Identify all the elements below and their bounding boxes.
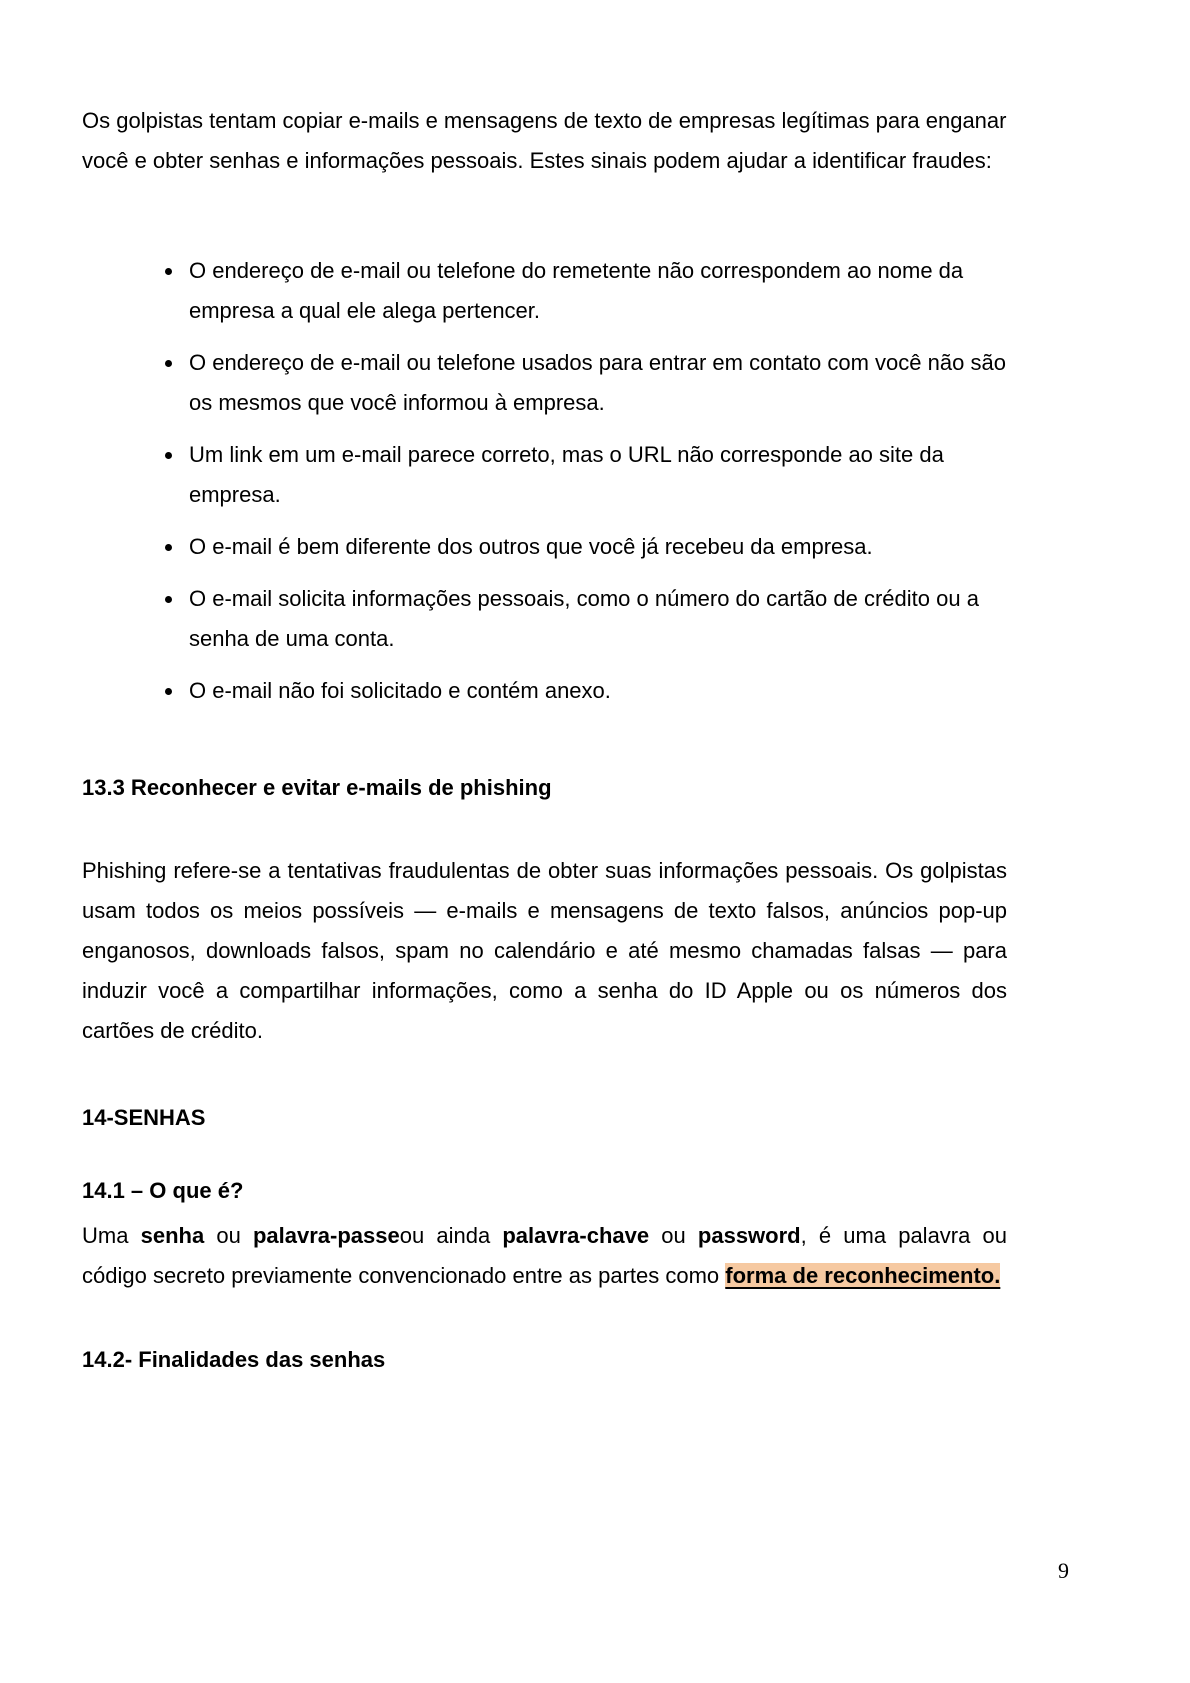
section-heading-14-2: 14.2- Finalidades das senhas <box>82 1347 386 1372</box>
senha-bold-term: password <box>697 1223 801 1248</box>
page-content <box>82 0 1007 1380</box>
senha-bold-term: palavra-chave <box>502 1223 650 1248</box>
senha-text: ou <box>204 1223 253 1248</box>
fraud-signs-list <box>82 251 1007 711</box>
section-heading-13-3: 13.3 Reconhecer e evitar e-mails de phishing <box>82 775 552 800</box>
intro-paragraph: Os golpistas tentam copiar e-mails e mensagens de texto de empresas legítimas para enganar você e obter senhas e informações pessoais. Estes sinais podem ajudar a identificar fraudes: <box>82 108 1007 173</box>
senha-paragraph <box>82 1216 1007 1296</box>
page-number: 9 <box>1058 1558 1069 1583</box>
list-item: • O endereço de e-mail ou telefone usados para entrar em contato com você não são os mesmos que você informou à empresa. <box>185 343 1007 423</box>
section-heading-14: 14-SENHAS <box>82 1105 206 1130</box>
senha-text: ou <box>649 1223 698 1248</box>
senha-text: ou ainda <box>399 1223 503 1248</box>
senha-bold-term: palavra-passe <box>252 1223 400 1248</box>
list-item: • Um link em um e-mail parece correto, mas o URL não corresponde ao site da empresa. <box>185 435 1007 515</box>
senha-text: , é uma palavra ou código secreto previamente convencionado entre as partes como <box>82 1223 1007 1288</box>
list-item: • O endereço de e-mail ou telefone do remetente não correspondem ao nome da empresa a qual ele alega pertencer. <box>185 251 1007 331</box>
list-item: • O e-mail solicita informações pessoais, como o número do cartão de crédito ou a senha de uma conta. <box>185 579 1007 659</box>
senha-text: Uma <box>82 1223 141 1248</box>
list-item: • O e-mail é bem diferente dos outros que você já recebeu da empresa. <box>185 527 1007 567</box>
senha-bold-term: senha <box>140 1223 205 1248</box>
section-heading-14-1: 14.1 – O que é? <box>82 1178 244 1203</box>
phishing-paragraph: Phishing refere-se a tentativas fraudulentas de obter suas informações pessoais. Os golpistas usam todos os meios possíveis — e-mails e mensagens de texto falsos, anúncios pop-up enganosos, downloads falsos, spam no calendário e até mesmo chamadas falsas — para induzir você a compartilhar informações, como a senha do ID Apple ou os números dos cartões de crédito. <box>82 858 1007 1043</box>
list-item: • O e-mail não foi solicitado e contém anexo. <box>185 671 1007 711</box>
highlighted-phrase: forma de reconhecimento. <box>725 1263 1001 1288</box>
